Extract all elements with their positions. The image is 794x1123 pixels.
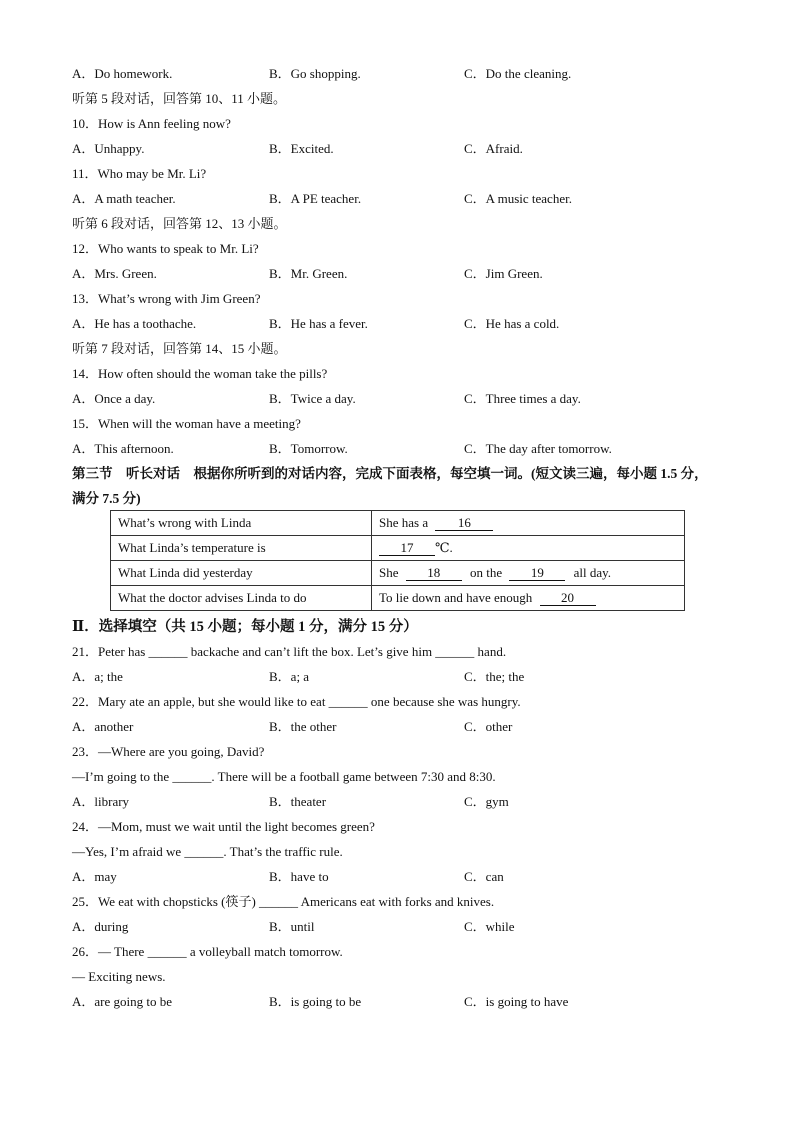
q9-option-c[interactable]: C．Do the cleaning. bbox=[464, 66, 572, 81]
table-row-label: What the doctor advises Linda to do bbox=[111, 586, 372, 611]
q14-options bbox=[72, 391, 712, 407]
answer-middle: on the bbox=[470, 565, 503, 580]
q23-stem: 23．—Where are you going, David? bbox=[72, 744, 265, 759]
q15-option-a[interactable]: A．This afternoon. bbox=[72, 441, 174, 456]
table-row bbox=[111, 586, 685, 611]
q26-response: — Exciting news. bbox=[72, 969, 166, 984]
q12-options bbox=[72, 266, 712, 282]
q15-option-b[interactable]: B．Tomorrow. bbox=[269, 441, 348, 456]
q11-option-c[interactable]: C．A music teacher. bbox=[464, 191, 572, 206]
q23-response: —I’m going to the ______. There will be a football game between 7:30 and 8:30. bbox=[72, 769, 496, 784]
q13-options bbox=[72, 316, 712, 332]
q23-option-b[interactable]: B．theater bbox=[269, 794, 327, 809]
q26-stem: 26．— There ______ a volleyball match tomorrow. bbox=[72, 944, 343, 959]
blank-19[interactable]: 19 bbox=[509, 566, 565, 581]
table-row bbox=[111, 511, 685, 536]
section3-heading: 第三节 听长对话 根据你所听到的对话内容，完成下面表格，每空填一词。(短文读三遍，每小题 1.5 分， bbox=[72, 466, 708, 481]
q24-response: —Yes, I’m afraid we ______. That’s the traffic rule. bbox=[72, 844, 343, 859]
q25-option-b[interactable]: B．until bbox=[269, 919, 315, 934]
q26-options bbox=[72, 994, 712, 1010]
answer-prefix: She has a bbox=[379, 515, 429, 530]
q25-options bbox=[72, 919, 712, 935]
q14-stem: 14．How often should the woman take the pills? bbox=[72, 366, 328, 381]
q15-stem: 15．When will the woman have a meeting? bbox=[72, 416, 301, 431]
q21-stem: 21．Peter has ______ backache and can’t lift the box. Let’s give him ______ hand. bbox=[72, 644, 507, 659]
instruction-dialogue-6: 听第 6 段对话，回答第 12、13 小题。 bbox=[72, 216, 287, 231]
q15-options bbox=[72, 441, 712, 457]
q22-stem: 22．Mary ate an apple, but she would like to eat ______ one because she was hungry. bbox=[72, 694, 521, 709]
q23-option-c[interactable]: C．gym bbox=[464, 794, 509, 809]
answer-prefix: To lie down and have enough bbox=[379, 590, 533, 605]
q25-option-c[interactable]: C．while bbox=[464, 919, 515, 934]
table-row bbox=[111, 536, 685, 561]
q12-stem: 12．Who wants to speak to Mr. Li? bbox=[72, 241, 259, 256]
q21-option-c[interactable]: C．the; the bbox=[464, 669, 525, 684]
q11-option-b[interactable]: B．A PE teacher. bbox=[269, 191, 362, 206]
q13-option-a[interactable]: A．He has a toothache. bbox=[72, 316, 197, 331]
table-row-answer bbox=[372, 586, 685, 611]
q24-option-b[interactable]: B．have to bbox=[269, 869, 329, 884]
q13-option-b[interactable]: B．He has a fever. bbox=[269, 316, 368, 331]
q21-options bbox=[72, 669, 712, 685]
blank-18[interactable]: 18 bbox=[406, 566, 462, 581]
blank-16[interactable]: 16 bbox=[435, 516, 493, 531]
q23-option-a[interactable]: A．library bbox=[72, 794, 130, 809]
table-row-answer bbox=[372, 511, 685, 536]
q23-options bbox=[72, 794, 712, 810]
q26-option-a[interactable]: A．are going to be bbox=[72, 994, 173, 1009]
q12-option-b[interactable]: B．Mr. Green. bbox=[269, 266, 348, 281]
q22-option-b[interactable]: B．the other bbox=[269, 719, 337, 734]
q22-options bbox=[72, 719, 712, 735]
section3-heading-cont: 满分 7.5 分) bbox=[72, 491, 141, 506]
q14-option-c[interactable]: C．Three times a day. bbox=[464, 391, 581, 406]
q10-option-b[interactable]: B．Excited. bbox=[269, 141, 334, 156]
q13-stem: 13．What’s wrong with Jim Green? bbox=[72, 291, 261, 306]
q10-options bbox=[72, 141, 712, 157]
table-row-answer bbox=[372, 536, 685, 561]
part2-heading: Ⅱ．选择填空（共 15 小题；每小题 1 分，满分 15 分） bbox=[72, 619, 418, 635]
blank-20[interactable]: 20 bbox=[540, 591, 596, 606]
instruction-dialogue-5: 听第 5 段对话，回答第 10、11 小题。 bbox=[72, 91, 287, 106]
q26-option-c[interactable]: C．is going to have bbox=[464, 994, 569, 1009]
answer-suffix: all day. bbox=[573, 565, 612, 580]
q13-option-c[interactable]: C．He has a cold. bbox=[464, 316, 560, 331]
q10-option-c[interactable]: C．Afraid. bbox=[464, 141, 523, 156]
q25-option-a[interactable]: A．during bbox=[72, 919, 129, 934]
table-row-label: What Linda’s temperature is bbox=[111, 536, 372, 561]
q15-option-c[interactable]: C．The day after tomorrow. bbox=[464, 441, 612, 456]
q14-option-a[interactable]: A．Once a day. bbox=[72, 391, 156, 406]
q12-option-a[interactable]: A．Mrs. Green. bbox=[72, 266, 157, 281]
instruction-dialogue-7: 听第 7 段对话，回答第 14、15 小题。 bbox=[72, 341, 287, 356]
q11-stem: 11．Who may be Mr. Li? bbox=[72, 166, 207, 181]
q10-stem: 10．How is Ann feeling now? bbox=[72, 116, 231, 131]
q10-option-a[interactable]: A．Unhappy. bbox=[72, 141, 145, 156]
table-row bbox=[111, 561, 685, 586]
blank-17[interactable]: 17 bbox=[379, 541, 435, 556]
q11-option-a[interactable]: A．A math teacher. bbox=[72, 191, 176, 206]
table-row-answer bbox=[372, 561, 685, 586]
q25-stem: 25．We eat with chopsticks (筷子) ______ Americans eat with forks and knives. bbox=[72, 894, 495, 909]
q24-stem: 24．—Mom, must we wait until the light becomes green? bbox=[72, 819, 375, 834]
answer-prefix: She bbox=[379, 565, 399, 580]
q24-options bbox=[72, 869, 712, 885]
q11-options bbox=[72, 191, 712, 207]
q21-option-b[interactable]: B．a; a bbox=[269, 669, 310, 684]
q9-option-a[interactable]: A．Do homework. bbox=[72, 66, 173, 81]
q24-option-c[interactable]: C．can bbox=[464, 869, 504, 884]
q14-option-b[interactable]: B．Twice a day. bbox=[269, 391, 356, 406]
table-row-label: What’s wrong with Linda bbox=[111, 511, 372, 536]
q22-option-c[interactable]: C．other bbox=[464, 719, 513, 734]
q24-option-a[interactable]: A．may bbox=[72, 869, 117, 884]
q9-option-b[interactable]: B．Go shopping. bbox=[269, 66, 361, 81]
q9-options bbox=[72, 66, 712, 82]
q26-option-b[interactable]: B．is going to be bbox=[269, 994, 362, 1009]
q12-option-c[interactable]: C．Jim Green. bbox=[464, 266, 543, 281]
fill-in-table bbox=[110, 510, 685, 611]
q21-option-a[interactable]: A．a; the bbox=[72, 669, 123, 684]
table-row-label: What Linda did yesterday bbox=[111, 561, 372, 586]
temperature-unit: ℃. bbox=[435, 540, 453, 555]
q22-option-a[interactable]: A．another bbox=[72, 719, 134, 734]
